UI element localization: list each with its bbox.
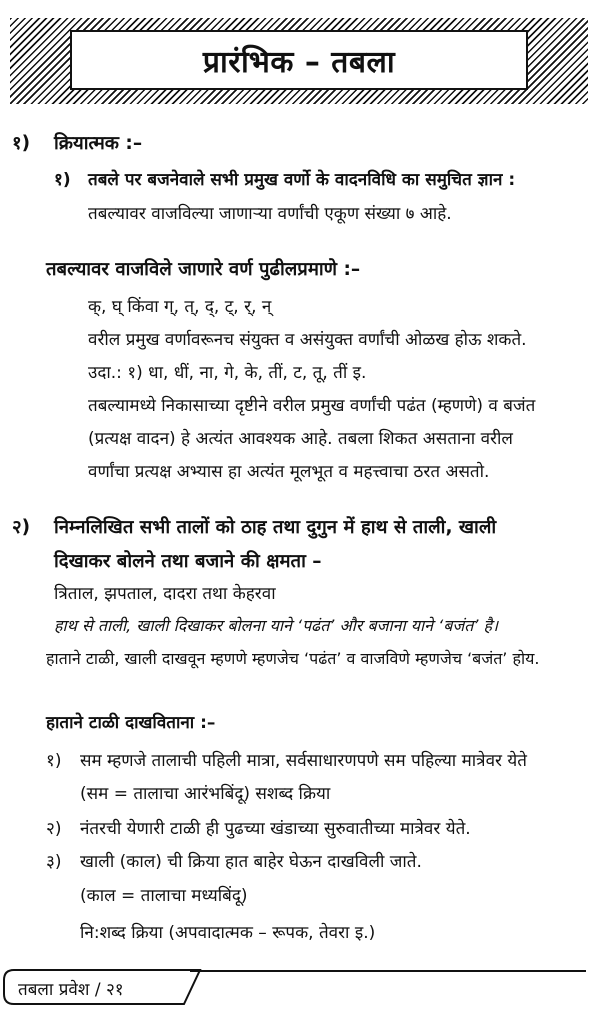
varna-letters: क्, घ् किंवा ग्, त्, द्, ट्, र्, न् bbox=[88, 297, 272, 317]
section1-item-number: १) bbox=[54, 170, 71, 190]
varna-para-line1: तबल्यामध्ये निकासाच्या दृष्टीने वरील प्रमुख वर्णांची पढंत (म्हणणे) व बजंत bbox=[88, 396, 536, 416]
taali-item1-number: १) bbox=[46, 751, 62, 771]
taali-heading: हाताने टाळी दाखविताना :– bbox=[46, 713, 216, 733]
title-box bbox=[70, 30, 528, 90]
varna-line1: वरील प्रमुख वर्णावरूनच संयुक्त व असंयुक्त वर्णांची ओळख होऊ शकते. bbox=[88, 330, 527, 350]
section2-number: २) bbox=[12, 517, 31, 538]
varna-heading: तबल्यावर वाजविले जाणारे वर्ण पुढीलप्रमाणे :– bbox=[46, 259, 361, 280]
taali-item2-line1: नंतरची येणारी टाळी ही पुढच्या खंडाच्या सुरुवातीच्या मात्रेवर येते. bbox=[80, 819, 471, 839]
varna-para-line3: वर्णांचा प्रत्यक्ष अभ्यास हा अत्यंत मूलभूत व महत्त्वाचा ठरत असतो. bbox=[88, 462, 490, 482]
footer bbox=[0, 968, 600, 1008]
taali-item1-line2: (सम = तालाचा आरंभबिंदू) सशब्द क्रिया bbox=[80, 784, 331, 804]
taali-item3-number: ३) bbox=[46, 852, 62, 872]
footer-page-label: तबला प्रवेश / २१ bbox=[18, 979, 124, 1000]
footer-rule bbox=[190, 970, 586, 972]
varna-para-line2: (प्रत्यक्ष वादन) हे अत्यंत आवश्यक आहे. तबला शिकत असताना वरील bbox=[88, 429, 513, 449]
taali-item3-line2: (काल = तालाचा मध्यबिंदू) bbox=[80, 886, 248, 906]
section1-item-desc: तबल्यावर वाजविल्या जाणाऱ्या वर्णांची एकूण संख्या ७ आहे. bbox=[88, 204, 452, 224]
section1-number: १) bbox=[12, 133, 31, 154]
section2-hindi-note: हाथ से ताली, खाली दिखाकर बोलना याने ‘पढंत’ और बजाना याने ‘बजंत’ है। bbox=[54, 616, 499, 635]
section2-heading-line1: निम्नलिखित सभी तालों को ठाह तथा दुगुन में हाथ से ताली, खाली bbox=[54, 517, 497, 538]
taali-item3-line1: खाली (काल) ची क्रिया हात बाहेर घेऊन दाखविली जाते. bbox=[80, 852, 422, 872]
header-banner bbox=[10, 18, 588, 104]
varna-example: उदा.: १) धा, धीं, ना, गे, के, तीं, ट, तू, तीं इ. bbox=[88, 363, 367, 383]
section2-marathi-note: हाताने टाळी, खाली दाखवून म्हणणे म्हणजेच ‘पढंत’ व वाजविणे म्हणजेच ‘बजंत’ होय. bbox=[46, 649, 540, 668]
section1-item-title: तबले पर बजनेवाले सभी प्रमुख वर्णो के वादनविधि का समुचित ज्ञान : bbox=[88, 170, 516, 190]
page-title: प्रारंभिक – तबला bbox=[202, 44, 396, 80]
taali-item2-number: २) bbox=[46, 819, 62, 839]
taali-item1-line1: सम म्हणजे तालाची पहिली मात्रा, सर्वसाधारणपणे सम पहिल्या मात्रेवर येते bbox=[80, 751, 527, 771]
section2-heading-line2: दिखाकर बोलने तथा बजाने की क्षमता – bbox=[54, 551, 322, 572]
section2-talas: त्रिताल, झपताल, दादरा तथा केहरवा bbox=[54, 584, 276, 604]
section1-heading: क्रियात्मक :– bbox=[54, 133, 143, 154]
taali-item3-line3: नि:शब्द क्रिया (अपवादात्मक – रूपक, तेवरा इ.) bbox=[80, 923, 376, 943]
